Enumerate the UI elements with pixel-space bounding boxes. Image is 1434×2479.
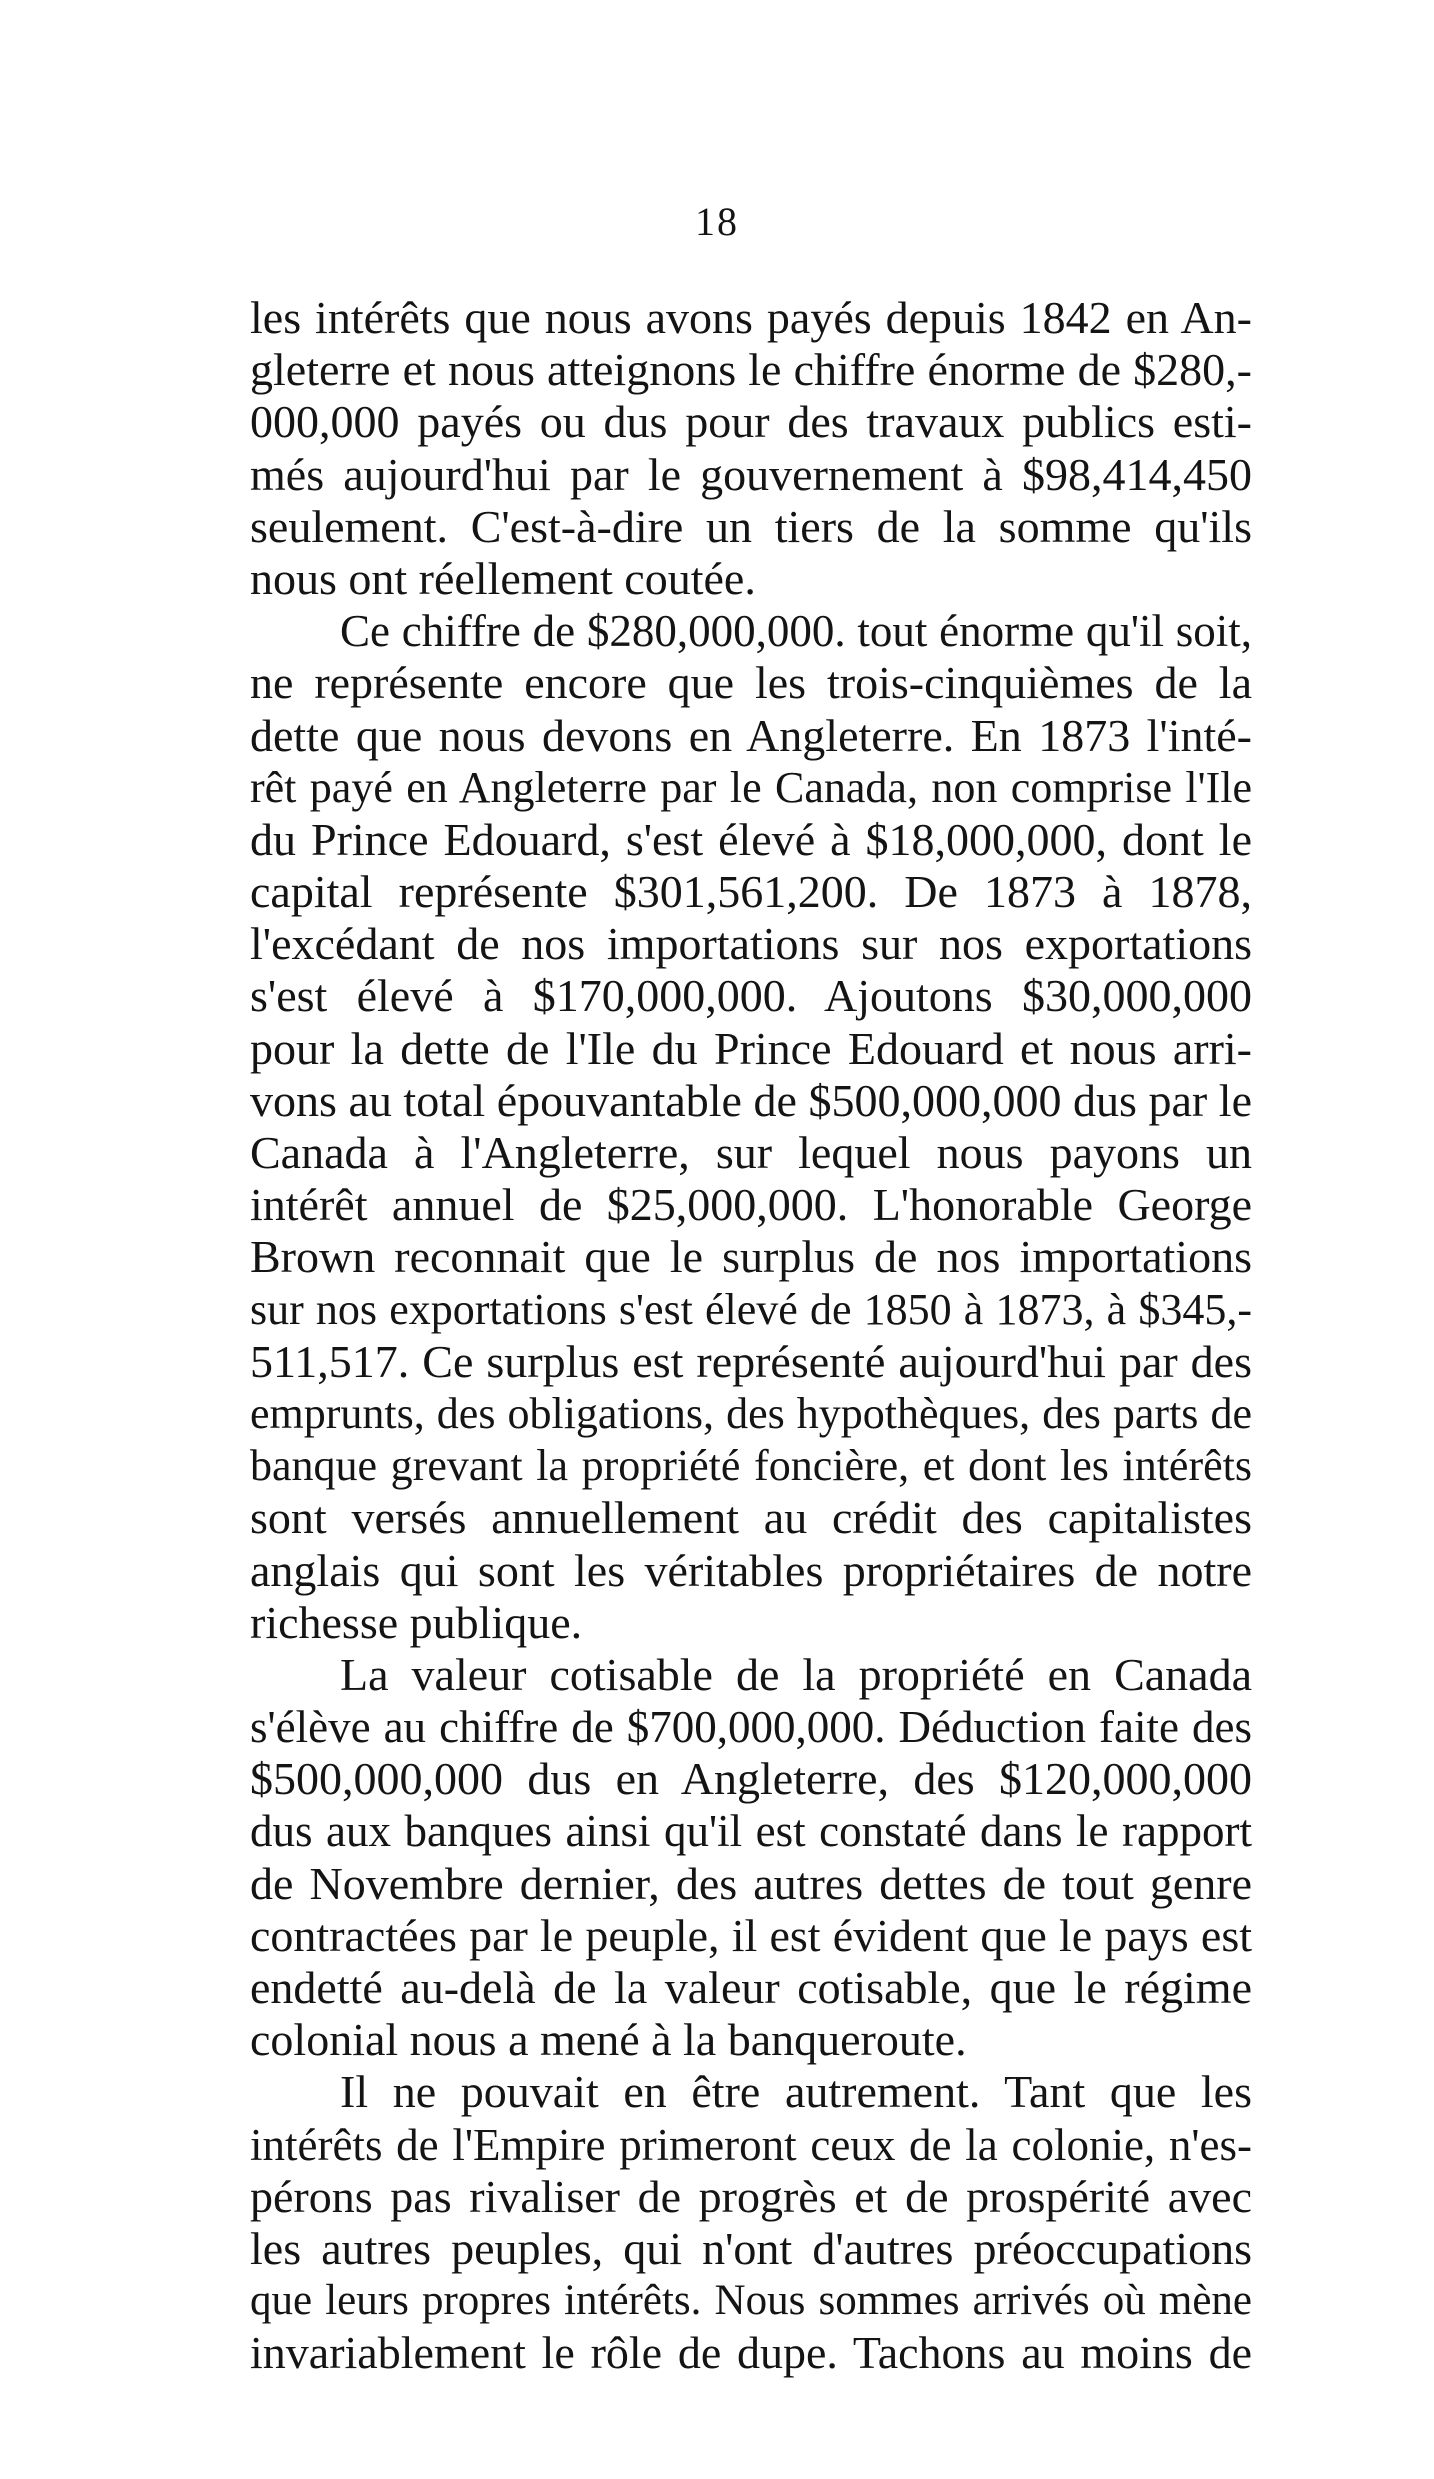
text-line: anglais qui sont les véritables propriétaires de notre [250, 1544, 1252, 1596]
page-number: 18 [695, 199, 739, 244]
text-line: l'excédant de nos importations sur nos exportations [250, 918, 1252, 970]
text-line: ne représente encore que les trois-cinquièmes de la [250, 657, 1252, 709]
text-line: Canada à l'Angleterre, sur lequel nous payons un [250, 1127, 1252, 1178]
text-line: du Prince Edouard, s'est élevé à $18,000,000, dont le [250, 813, 1252, 865]
text-line: intérêt annuel de $25,000,000. L'honorable George [250, 1179, 1252, 1231]
text-line: banque grevant la propriété foncière, et dont les intérêts [250, 1441, 1252, 1491]
text-line: richesse publique. [250, 1596, 583, 1648]
text-line: més aujourd'hui par le gouvernement à $98,414,450 [250, 448, 1252, 500]
text-line: Brown reconnait que le surplus de nos importations [250, 1231, 1252, 1283]
text-line: pour la dette de l'Ile du Prince Edouard et nous arri- [250, 1022, 1252, 1074]
text-line: 000,000 payés ou dus pour des travaux publics esti- [250, 396, 1252, 448]
text-line: seulement. C'est-à-dire un tiers de la somme qu'ils [250, 500, 1252, 552]
text-line: emprunts, des obligations, des hypothèques, des parts de [250, 1388, 1252, 1438]
text-line: dette que nous devons en Angleterre. En 1873 l'inté- [250, 709, 1252, 761]
text-line: rêt payé en Angleterre par le Canada, non comprise l'Ile [250, 762, 1252, 812]
text-line: colonial nous a mené à la banqueroute. [250, 2014, 967, 2066]
text-line: contractées par le peuple, il est évident que le pays est [250, 1909, 1252, 1961]
text-line: intérêts de l'Empire primeront ceux de la colonie, n'es- [250, 2119, 1252, 2170]
text-line: vons au total épouvantable de $500,000,000 dus par le [250, 1074, 1252, 1126]
text-line: les intérêts que nous avons payés depuis 1842 en An- [250, 292, 1252, 343]
text-line: les autres peuples, qui n'ont d'autres préoccupations [250, 2222, 1252, 2274]
text-line: Il ne pouvait en être autrement. Tant que les [340, 2066, 1252, 2118]
text-line: Ce chiffre de $280,000,000. tout énorme qu'il soit, [340, 606, 1252, 657]
text-line: s'est élevé à $170,000,000. Ajoutons $30,000,000 [250, 970, 1252, 1022]
text-line: sur nos exportations s'est élevé de 1850 à 1873, à $345,- [250, 1284, 1252, 1334]
text-line: pérons pas rivaliser de progrès et de prospérité avec [250, 2170, 1252, 2222]
text-line: invariablement le rôle de dupe. Tachons au moins de [250, 2327, 1252, 2379]
text-line: 511,517. Ce surplus est représenté aujourd'hui par des [250, 1335, 1252, 1387]
text-line: $500,000,000 dus en Angleterre, des $120,000,000 [250, 1753, 1252, 1805]
text-line: de Novembre dernier, des autres dettes de tout genre [250, 1857, 1252, 1909]
text-line: gleterre et nous atteignons le chiffre énorme de $280,- [250, 344, 1252, 396]
text-line: capital représente $301,561,200. De 1873 à 1878, [250, 866, 1252, 918]
text-line: s'élève au chiffre de $700,000,000. Déduction faite des [250, 1702, 1252, 1753]
text-line: endetté au-delà de la valeur cotisable, que le régime [250, 1962, 1252, 2013]
text-line: dus aux banques ainsi qu'il est constaté dans le rapport [250, 1806, 1252, 1857]
text-line: nous ont réellement coutée. [250, 552, 756, 604]
text-line: La valeur cotisable de la propriété en Canada [340, 1648, 1252, 1700]
text-line: que leurs propres intérêts. Nous sommes arrivés où mène [250, 2277, 1252, 2325]
text-line: sont versés annuellement au crédit des capitalistes [250, 1492, 1252, 1544]
body-text [250, 292, 1252, 2380]
